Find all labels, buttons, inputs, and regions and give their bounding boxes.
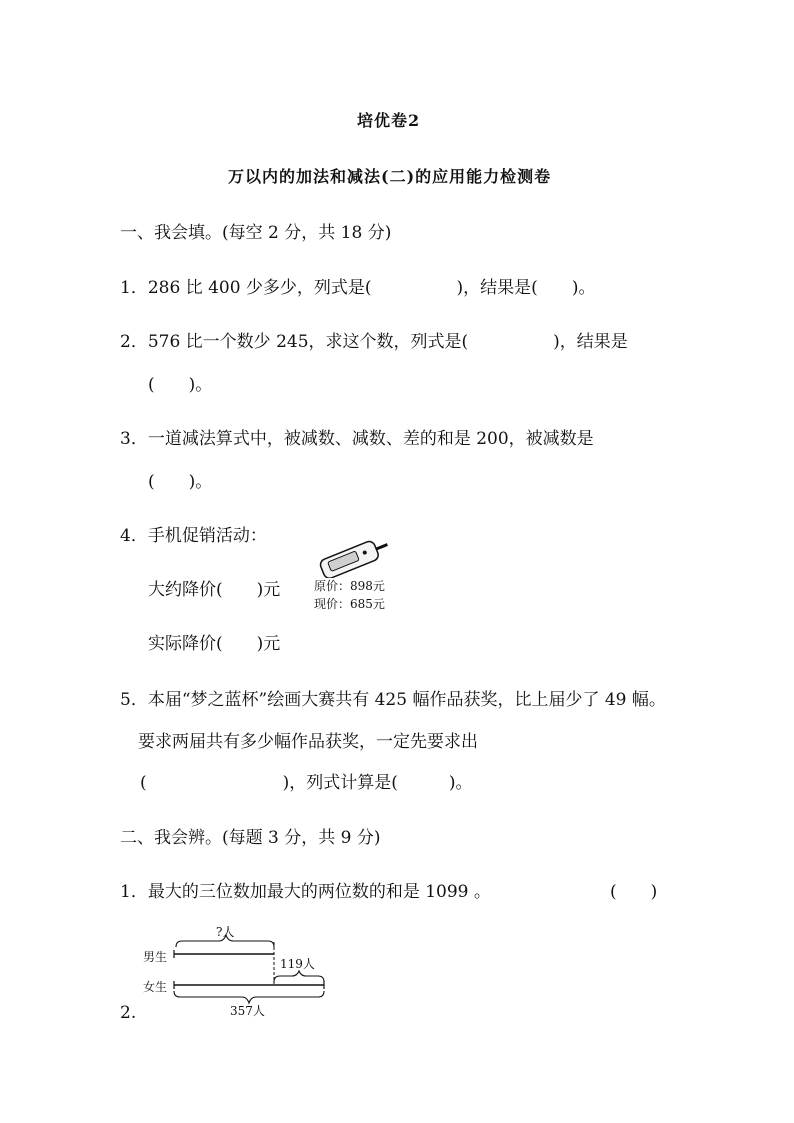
question-1-4-line2: 实际降价( )元 — [148, 634, 281, 654]
question-1-1: 1．286 比 400 少多少，列式是( )，结果是( )。 — [120, 278, 596, 298]
total-label: 357人 — [230, 1004, 265, 1018]
question-1-5-line3: ( )，列式计算是( )。 — [140, 773, 473, 793]
question-1-3-line2: ( )。 — [148, 472, 213, 492]
question-1-5-line2: 要求两届共有多少幅作品获奖，一定先要求出 — [138, 732, 478, 752]
question-1-4-line1: 大约降价( )元 — [148, 580, 281, 600]
boys-girls-line-diagram — [138, 924, 338, 1020]
mobile-phone-icon — [314, 536, 394, 578]
boys-question-label: ?人 — [216, 925, 235, 939]
girls-label: 女生 — [143, 980, 168, 994]
question-1-4-title: 4．手机促销活动： — [120, 526, 267, 546]
section-2-heading: 二、我会辨。(每题 3 分，共 9 分) — [120, 828, 381, 848]
question-2-1: 1．最大的三位数加最大的两位数的和是 1099 。 — [120, 882, 491, 902]
boys-label: 男生 — [143, 950, 168, 964]
question-1-5-line1: 5．本届“梦之蓝杯”绘画大赛共有 425 幅作品获奖，比上届少了 49 幅。 — [120, 690, 666, 710]
answer-parenthesis: ( ) — [610, 882, 658, 902]
question-1-3-line1: 3．一道减法算式中，被减数、减数、差的和是 200，被减数是 — [120, 429, 594, 449]
question-2-2-number: 2. — [120, 1003, 137, 1023]
section-1-heading: 一、我会填。(每空 2 分，共 18 分) — [120, 223, 392, 243]
page-subtitle: 万以内的加法和减法(二)的应用能力检测卷 — [228, 167, 552, 186]
question-1-2-line2: ( )。 — [148, 375, 213, 395]
phone-original-price: 原价：898元 — [314, 579, 385, 593]
page-title: 培优卷2 — [357, 111, 421, 130]
phone-current-price: 现价：685元 — [314, 597, 385, 611]
difference-label: 119人 — [280, 957, 315, 971]
question-1-2-line1: 2．576 比一个数少 245，求这个数，列式是( )，结果是 — [120, 332, 628, 352]
